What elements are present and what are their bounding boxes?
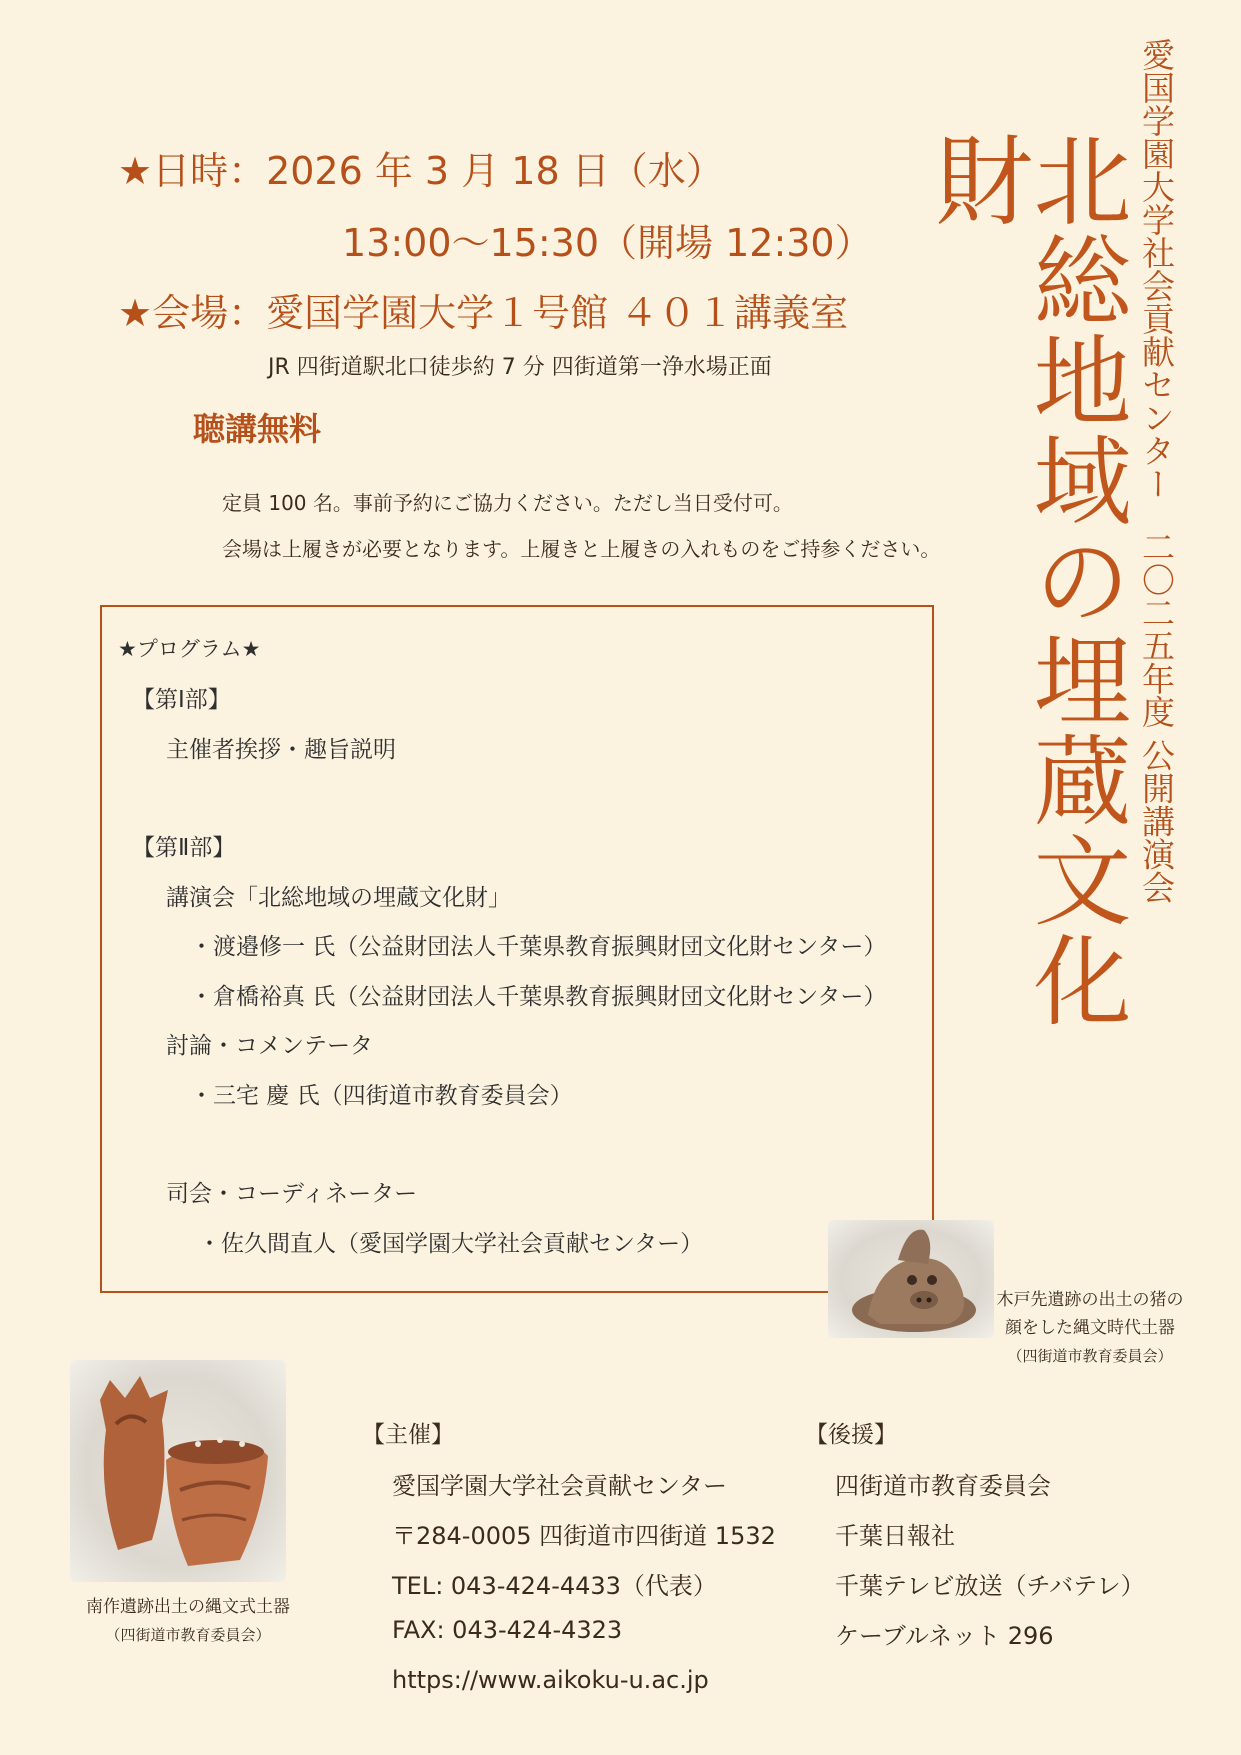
sponsor-item: 四街道市教育委員会 [835, 1472, 1051, 1500]
lecture-title: 講演会「北総地域の埋蔵文化財」 [166, 885, 511, 911]
jomon-pottery-illustration [70, 1360, 286, 1582]
speaker-1: ・渡邉修一 氏（公益財団法人千葉県教育振興財団文化財センター） [190, 934, 887, 960]
boar-pottery-illustration [828, 1220, 994, 1338]
vertical-organizer [1137, 38, 1176, 918]
event-time: 13:00～15:30（開場 12:30） [342, 221, 873, 265]
jomon-pottery-photo [70, 1360, 286, 1582]
left-figure-caption: 南作遺跡出土の縄文式土器 （四街道市教育委員会） [86, 1597, 290, 1644]
sponsor-item: 千葉日報社 [835, 1522, 955, 1550]
sponsor-item: 千葉テレビ放送（チバテレ） [835, 1572, 1145, 1600]
organizer-fax: FAX: 043-424-4323 [392, 1616, 623, 1644]
sponsors-label: 【後援】 [805, 1422, 897, 1448]
moderator-label: 司会・コーディネーター [166, 1181, 418, 1207]
program-box [100, 605, 934, 1293]
part1-label: 【第Ⅰ部】 [132, 687, 231, 713]
part1-item: 主催者挨拶・趣旨説明 [166, 737, 396, 763]
commentator: ・三宅 慶 氏（四街道市教育委員会） [190, 1083, 573, 1109]
sponsor-item: ケーブルネット 296 [835, 1622, 1054, 1650]
speaker-2: ・倉橋裕真 氏（公益財団法人千葉県教育振興財団文化財センター） [190, 984, 887, 1010]
capacity-note: 定員 100 名。事前予約にご協力ください。ただし当日受付可。 [222, 491, 793, 515]
organizer-tel: TEL: 043-424-4433（代表） [392, 1572, 717, 1600]
event-access: JR 四街道駅北口徒歩約 7 分 四街道第一浄水場正面 [268, 355, 772, 380]
organizer-url[interactable]: https://www.aikoku-u.ac.jp [392, 1666, 709, 1694]
free-admission: 聴講無料 [193, 410, 322, 448]
org-name: 愛国学園大学社会貢献センター [1137, 38, 1176, 500]
organizer-address: 〒284-0005 四街道市四街道 1532 [392, 1522, 776, 1550]
organizer-label: 【主催】 [362, 1422, 454, 1448]
organizer-name: 愛国学園大学社会貢献センター [392, 1472, 728, 1500]
discussion-label: 討論・コメンテータ [166, 1033, 373, 1059]
event-venue: ★会場：愛国学園大学１号館 ４０１講義室 [118, 291, 849, 335]
main-title: 北総地域の埋蔵文化財 [919, 130, 1131, 1030]
part2-label: 【第Ⅱ部】 [132, 835, 236, 861]
program-heading: ★プログラム★ [118, 637, 261, 661]
right-figure-caption: 木戸先遺跡の出土の猪の 顔をした縄文時代土器 （四街道市教育委員会） [996, 1290, 1184, 1365]
moderator: ・佐久間直人（愛国学園大学社会貢献センター） [198, 1231, 704, 1257]
boar-pottery-photo [828, 1220, 994, 1338]
event-date: ★日時：2026 年 3 月 18 日（水） [118, 149, 724, 193]
shoes-note: 会場は上履きが必要となります。上履きと上履きの入れものをご持参ください。 [222, 537, 941, 561]
series-name: 二〇二五年度 公開講演会 [1137, 530, 1176, 904]
